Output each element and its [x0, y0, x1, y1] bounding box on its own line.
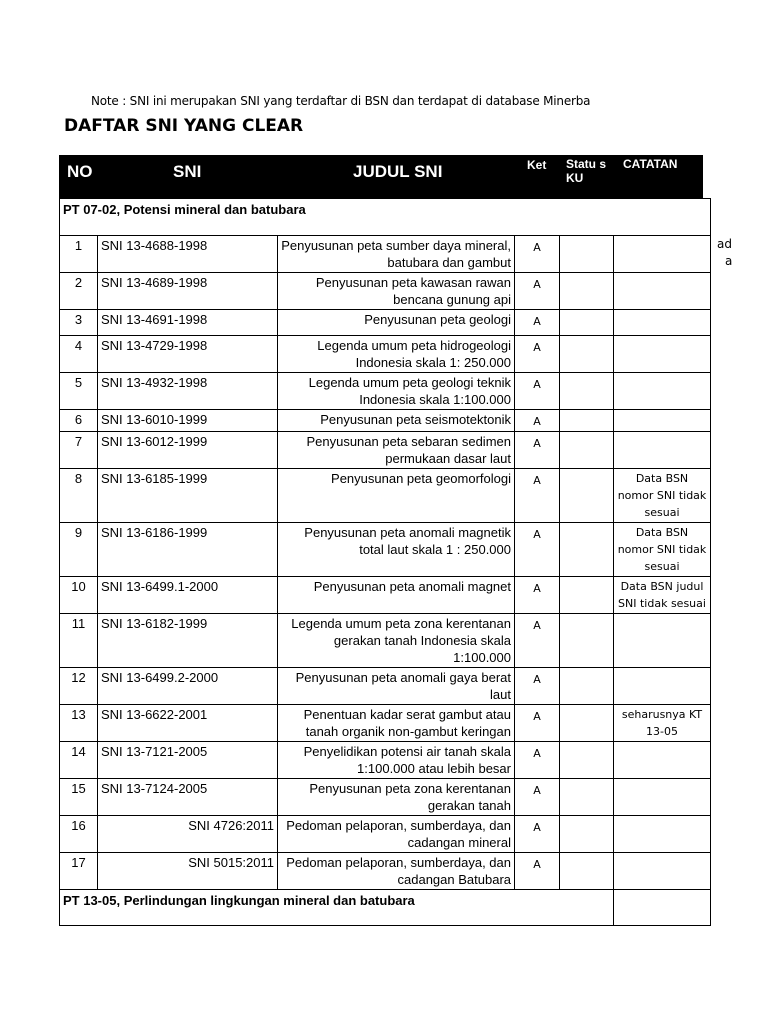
- table-row: [60, 668, 711, 705]
- table-row: [60, 336, 711, 373]
- row-catatan: [614, 853, 711, 890]
- row-ket: A: [515, 236, 560, 273]
- row-status: [560, 336, 614, 373]
- side-note: [717, 236, 737, 270]
- row-catatan: [614, 614, 711, 668]
- row-judul: Penyusunan peta anomali magnet: [278, 577, 515, 614]
- row-no: 11: [60, 614, 98, 668]
- row-ket: A: [515, 469, 560, 523]
- row-status: [560, 373, 614, 410]
- row-catatan: [614, 273, 711, 310]
- row-no: 4: [60, 336, 98, 373]
- table-row: [60, 310, 711, 336]
- row-ket: A: [515, 742, 560, 779]
- row-status: [560, 273, 614, 310]
- row-sni: SNI 13-6186-1999: [98, 523, 278, 577]
- row-sni: SNI 13-4932-1998: [98, 373, 278, 410]
- row-status: [560, 523, 614, 577]
- row-catatan: [614, 742, 711, 779]
- header-catatan: CATATAN: [623, 157, 678, 171]
- row-status: [560, 469, 614, 523]
- row-status: [560, 742, 614, 779]
- row-status: [560, 410, 614, 432]
- row-catatan: [614, 336, 711, 373]
- row-ket: A: [515, 336, 560, 373]
- row-sni: SNI 13-6012-1999: [98, 432, 278, 469]
- row-ket: A: [515, 523, 560, 577]
- table-row: [60, 523, 711, 577]
- table-row: [60, 614, 711, 668]
- sni-table-body: [60, 199, 711, 926]
- row-no: 5: [60, 373, 98, 410]
- row-judul: Penyusunan peta geomorfologi: [278, 469, 515, 523]
- row-no: 9: [60, 523, 98, 577]
- row-no: 1: [60, 236, 98, 273]
- row-judul: Legenda umum peta hidrogeologi Indonesia skala 1: 250.000: [278, 336, 515, 373]
- row-no: 14: [60, 742, 98, 779]
- row-ket: A: [515, 816, 560, 853]
- row-sni: SNI 13-4689-1998: [98, 273, 278, 310]
- row-no: 13: [60, 705, 98, 742]
- sni-table: [59, 198, 711, 926]
- row-status: [560, 816, 614, 853]
- group-title: PT 07-02, Potensi mineral dan batubara: [60, 199, 711, 236]
- row-no: 2: [60, 273, 98, 310]
- table-row: [60, 705, 711, 742]
- row-catatan: [614, 310, 711, 336]
- row-ket: A: [515, 577, 560, 614]
- row-judul: Penentuan kadar serat gambut atau tanah organik non-gambut keringan: [278, 705, 515, 742]
- row-sni: SNI 13-6185-1999: [98, 469, 278, 523]
- page-title: DAFTAR SNI YANG CLEAR: [64, 116, 304, 136]
- row-no: 16: [60, 816, 98, 853]
- table-row: [60, 469, 711, 523]
- row-judul: Penyusunan peta kawasan rawan bencana gunung api: [278, 273, 515, 310]
- row-judul: Pedoman pelaporan, sumberdaya, dan cadangan mineral: [278, 816, 515, 853]
- row-catatan: Data BSN nomor SNI tidak sesuai: [614, 469, 711, 523]
- header-ket: Ket: [527, 158, 547, 172]
- table-row: [60, 373, 711, 410]
- side-note-line: a: [725, 254, 733, 268]
- row-sni: SNI 13-7124-2005: [98, 779, 278, 816]
- row-sni: SNI 13-4729-1998: [98, 336, 278, 373]
- row-ket: A: [515, 410, 560, 432]
- row-ket: A: [515, 705, 560, 742]
- row-status: [560, 668, 614, 705]
- row-no: 15: [60, 779, 98, 816]
- row-sni: SNI 5015:2011: [98, 853, 278, 890]
- table-row: [60, 273, 711, 310]
- row-ket: A: [515, 373, 560, 410]
- row-judul: Penyusunan peta anomali gaya berat laut: [278, 668, 515, 705]
- row-catatan: [614, 373, 711, 410]
- header-status: Statu s KU: [566, 157, 607, 185]
- table-row: [60, 742, 711, 779]
- row-status: [560, 236, 614, 273]
- row-catatan: [614, 410, 711, 432]
- row-ket: A: [515, 310, 560, 336]
- row-judul: Legenda umum peta geologi teknik Indonesia skala 1:100.000: [278, 373, 515, 410]
- table-row: [60, 432, 711, 469]
- row-sni: SNI 13-7121-2005: [98, 742, 278, 779]
- row-judul: Legenda umum peta zona kerentanan gerakan tanah Indonesia skala 1:100.000: [278, 614, 515, 668]
- row-ket: A: [515, 432, 560, 469]
- row-no: 17: [60, 853, 98, 890]
- row-judul: Penyusunan peta anomali magnetik total laut skala 1 : 250.000: [278, 523, 515, 577]
- row-catatan: [614, 236, 711, 273]
- row-status: [560, 853, 614, 890]
- side-note-line: ad: [717, 237, 732, 251]
- row-ket: A: [515, 853, 560, 890]
- row-catatan: [614, 816, 711, 853]
- row-status: [560, 779, 614, 816]
- row-status: [560, 577, 614, 614]
- row-status: [560, 432, 614, 469]
- row-no: 7: [60, 432, 98, 469]
- group-row: [60, 890, 711, 926]
- row-status: [560, 614, 614, 668]
- table-row: [60, 816, 711, 853]
- table-row: [60, 236, 711, 273]
- row-judul: Penyusunan peta seismotektonik: [278, 410, 515, 432]
- row-sni: SNI 13-4691-1998: [98, 310, 278, 336]
- row-catatan: [614, 432, 711, 469]
- row-ket: A: [515, 779, 560, 816]
- row-judul: Pedoman pelaporan, sumberdaya, dan cadangan Batubara: [278, 853, 515, 890]
- row-no: 12: [60, 668, 98, 705]
- row-sni: SNI 13-6499.2-2000: [98, 668, 278, 705]
- row-catatan: [614, 779, 711, 816]
- row-sni: SNI 4726:2011: [98, 816, 278, 853]
- row-ket: A: [515, 614, 560, 668]
- table-row: [60, 779, 711, 816]
- row-judul: Penyusunan peta sebaran sedimen permukaan dasar laut: [278, 432, 515, 469]
- row-sni: SNI 13-6622-2001: [98, 705, 278, 742]
- row-sni: SNI 13-4688-1998: [98, 236, 278, 273]
- row-sni: SNI 13-6499.1-2000: [98, 577, 278, 614]
- note-text: Note : SNI ini merupakan SNI yang terdaftar di BSN dan terdapat di database Minerba: [91, 94, 591, 108]
- table-row: [60, 853, 711, 890]
- header-no: NO: [67, 162, 93, 181]
- row-sni: SNI 13-6010-1999: [98, 410, 278, 432]
- row-no: 10: [60, 577, 98, 614]
- table-header: [59, 155, 703, 198]
- row-judul: Penyusunan peta geologi: [278, 310, 515, 336]
- row-no: 3: [60, 310, 98, 336]
- row-catatan: [614, 668, 711, 705]
- row-judul: Penyusunan peta sumber daya mineral, batubara dan gambut: [278, 236, 515, 273]
- group-title: PT 13-05, Perlindungan lingkungan mineral dan batubara: [60, 890, 614, 926]
- row-status: [560, 705, 614, 742]
- table-row: [60, 577, 711, 614]
- row-catatan: Data BSN nomor SNI tidak sesuai: [614, 523, 711, 577]
- header-judul: JUDUL SNI: [353, 162, 443, 181]
- empty-cell: [614, 890, 711, 926]
- row-catatan: Data BSN judul SNI tidak sesuai: [614, 577, 711, 614]
- group-row: [60, 199, 711, 236]
- table-row: [60, 410, 711, 432]
- row-sni: SNI 13-6182-1999: [98, 614, 278, 668]
- row-ket: A: [515, 668, 560, 705]
- row-judul: Penyusunan peta zona kerentanan gerakan tanah: [278, 779, 515, 816]
- row-ket: A: [515, 273, 560, 310]
- row-judul: Penyelidikan potensi air tanah skala 1:100.000 atau lebih besar: [278, 742, 515, 779]
- row-no: 6: [60, 410, 98, 432]
- row-no: 8: [60, 469, 98, 523]
- header-sni: SNI: [173, 162, 202, 181]
- row-catatan: seharusnya KT 13-05: [614, 705, 711, 742]
- row-status: [560, 310, 614, 336]
